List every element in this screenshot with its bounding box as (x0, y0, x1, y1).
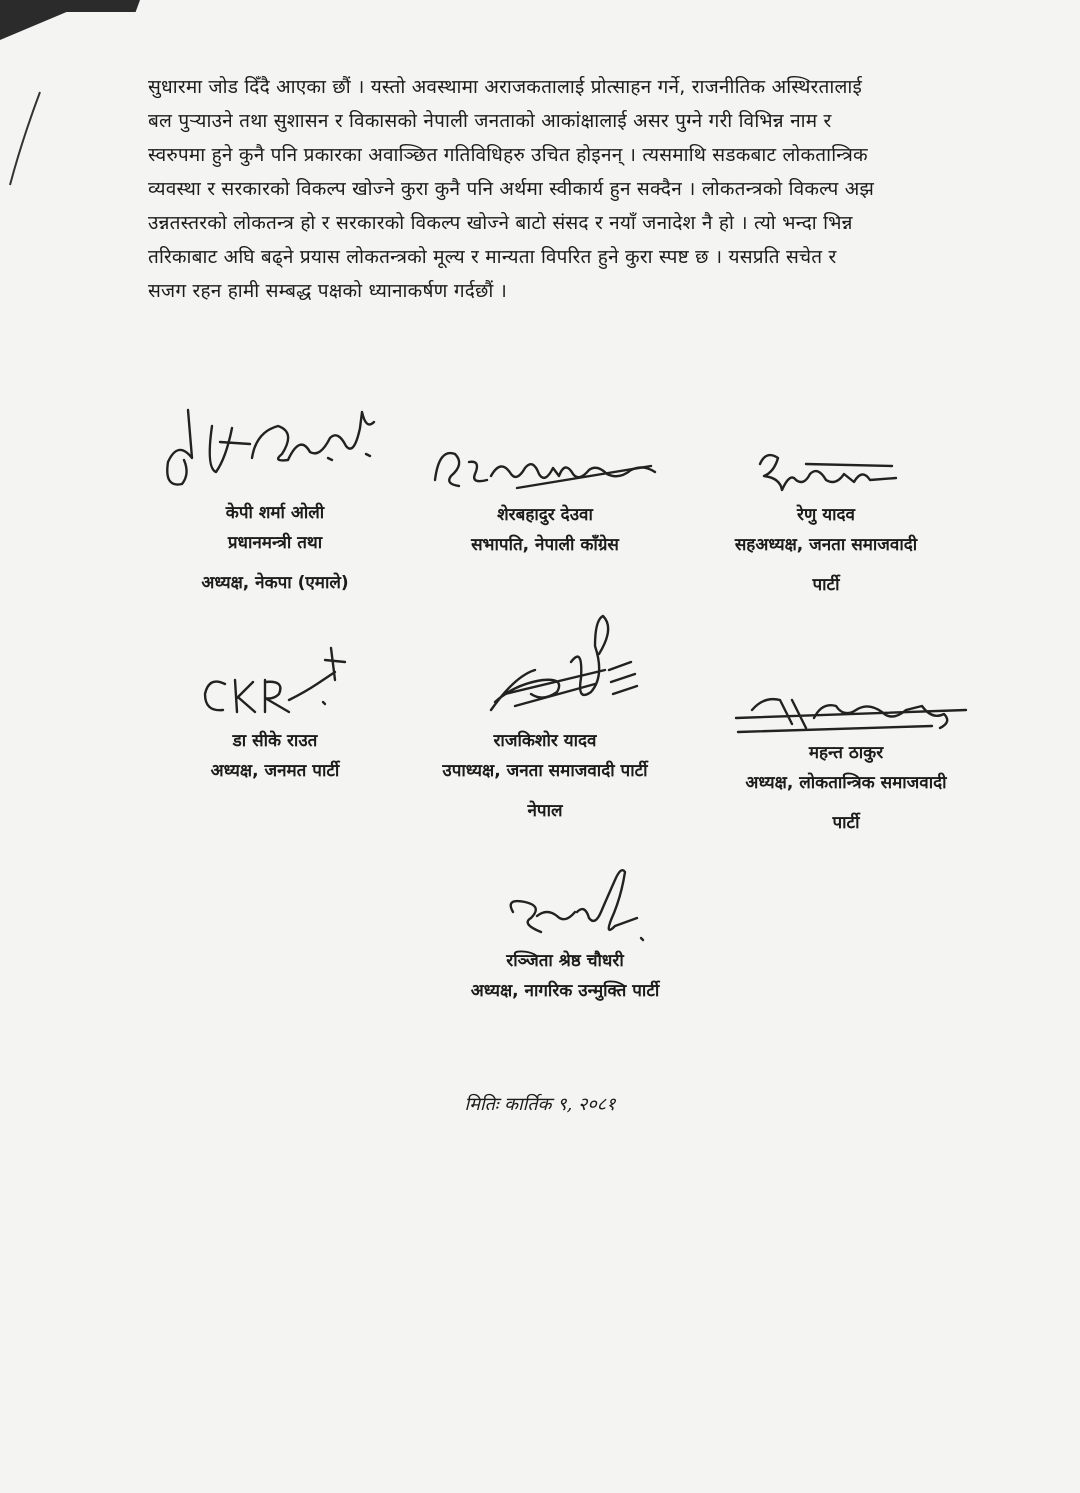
date-line: मितिः कार्तिक ९, २०८१ (464, 1094, 616, 1115)
signatory-role: सहअध्यक्ष, जनता समाजवादी (734, 535, 918, 555)
signatory-role: उपाध्यक्ष, जनता समाजवादी पार्टी (442, 761, 648, 781)
signatory-name: केपी शर्मा ओली (225, 503, 325, 523)
signatory-role: अध्यक्ष, नेकपा (एमाले) (201, 573, 349, 593)
statement-line: तरिकाबाट अघि बढ्ने प्रयास लोकतन्त्रको मूल्य र मान्यता विपरित हुने कुरा स्पष्ट छ । यसप्रति सचेत र (148, 245, 837, 268)
signatory-block (405, 858, 725, 1011)
signatory-role: पार्टी (812, 575, 840, 595)
signatory-role: प्रधानमन्त्री तथा (227, 533, 323, 553)
handwritten-signature (696, 688, 996, 736)
statement-paragraph (148, 70, 968, 308)
handwritten-signature (425, 440, 665, 498)
signatory-name: डा सीके राउत (232, 731, 318, 751)
signatory-role: नेपाल (527, 801, 563, 821)
signatory-block (666, 446, 986, 605)
signatory-role: सभापति, नेपाली काँग्रेस (471, 535, 619, 555)
statement-line: उन्नतस्तरको लोकतन्त्र हो र सरकारको विकल्प खोज्ने बाटो संसद र नयाँ जनादेश नै हो । त्यो भन्दा भिन्न (148, 211, 853, 234)
statement-line: सुधारमा जोड दिँदै आएका छौं । यस्तो अवस्थामा अराजकतालाई प्रोत्साहन गर्ने, राजनीतिक अस्थिरतालाई (148, 75, 863, 98)
signatory-name: शेरबहादुर देउवा (497, 505, 593, 525)
handwritten-signature (160, 398, 390, 496)
page-curl-line (0, 0, 60, 200)
statement-line: व्यवस्था र सरकारको विकल्प खोज्ने कुरा कुनै पनि अर्थमा स्वीकार्य हुन सक्दैन । लोकतन्त्रको विकल्प अझ (148, 177, 875, 200)
signatory-name: राजकिशोर यादव (493, 731, 597, 751)
handwritten-signature (465, 858, 665, 944)
signatory-block (385, 606, 705, 831)
signatory-role: अध्यक्ष, लोकतान्त्रिक समाजवादी (745, 773, 947, 793)
signatory-name: महन्त ठाकुर (808, 743, 884, 763)
signatory-role: अध्यक्ष, नागरिक उन्मुक्ति पार्टी (470, 981, 660, 1001)
statement-line: सजग रहन हामी सम्बद्ध पक्षको ध्यानाकर्षण गर्दछौं । (148, 279, 508, 302)
statement-line: बल पुर्‍याउने तथा सुशासन र विकासको नेपाली जनताको आकांक्षालाई असर पुग्ने गरी विभिन्न नाम र (148, 109, 832, 132)
signatory-name: रेणु यादव (797, 505, 855, 525)
signatory-block (385, 440, 705, 565)
signatory-role: अध्यक्ष, जनमत पार्टी (210, 761, 340, 781)
handwritten-signature (445, 606, 645, 724)
handwritten-signature (746, 446, 906, 498)
signatory-block (686, 688, 1006, 843)
statement-line: स्वरुपमा हुने कुनै पनि प्रकारका अवाञ्छित गतिविधिहरु उचित होइनन् । त्यसमाथि सडकबाट लोकतान्त्रिक (148, 143, 868, 166)
handwritten-signature (185, 640, 365, 724)
signatory-role: पार्टी (832, 813, 860, 833)
signatory-name: रञ्जिता श्रेष्ठ चौधरी (506, 951, 624, 971)
